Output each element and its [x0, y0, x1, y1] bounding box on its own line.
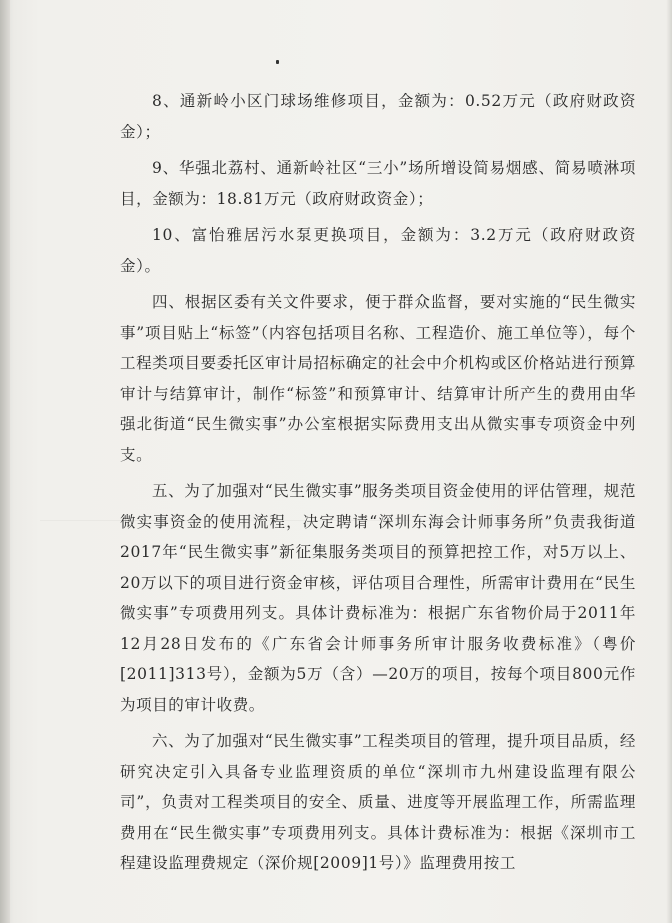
- paragraph-section-5: 五、为了加强对“民生微实事”服务类项目资金使用的评估管理，规范微实事资金的使用流程，决定聘请“深圳东海会计师事务所”负责我街道2017年“民生微实事”新征集服务类项目的预算把控工作，对5万以上、20万以下的项目进行资金审核，评估项目合理性，所需审计费用在“民生微实事”专项费用列支。具体计费标准为：根据广东省物价局于2011年12月28日发布的《广东省会计师事务所审计服务收费标准》（粤价[2011]313号），金额为5万（含）—20万的项目，按每个项目800元作为项目的审计收费。: [120, 482, 636, 714]
- paragraph-section-4: 四、根据区委有关文件要求，便于群众监督，要对实施的“民生微实事”项目贴上“标签”（内容包括项目名称、工程造价、施工单位等），每个工程类项目要委托区审计局招标确定的社会中介机构或区价格站进行预算审计与结算审计，制作“标签”和预算审计、结算审计所产生的费用由华强北街道“民生微实事”办公室根据实际费用支出从微实事专项资金中列支。: [120, 293, 636, 464]
- paragraph-section-6: 六、为了加强对“民生微实事”工程类项目的管理，提升项目品质，经研究决定引入具备专业监理资质的单位“深圳市九州建设监理有限公司”，负责对工程类项目的安全、质量、进度等开展监理工作，所需监理费用在“民生微实事”专项费用列支。具体计费标准为：根据《深圳市工程建设监理费规定（深价规[2009]1号）》监理费用按工: [120, 732, 636, 872]
- paragraph-item-8: 8、通新岭小区门球场维修项目，金额为：0.52万元（政府财政资金）；: [120, 92, 636, 141]
- binding-edge: [0, 0, 10, 923]
- paragraph-item-10: 10、富怡雅居污水泵更换项目，金额为：3.2万元（政府财政资金）。: [120, 226, 636, 275]
- paragraph-item-9: 9、华强北荔村、通新岭社区“三小”场所增设简易烟感、简易喷淋项目，金额为：18.81万元（政府财政资金）；: [120, 159, 636, 208]
- page-edge: [666, 0, 672, 923]
- document-body: [120, 86, 636, 879]
- scan-speck: [276, 60, 279, 64]
